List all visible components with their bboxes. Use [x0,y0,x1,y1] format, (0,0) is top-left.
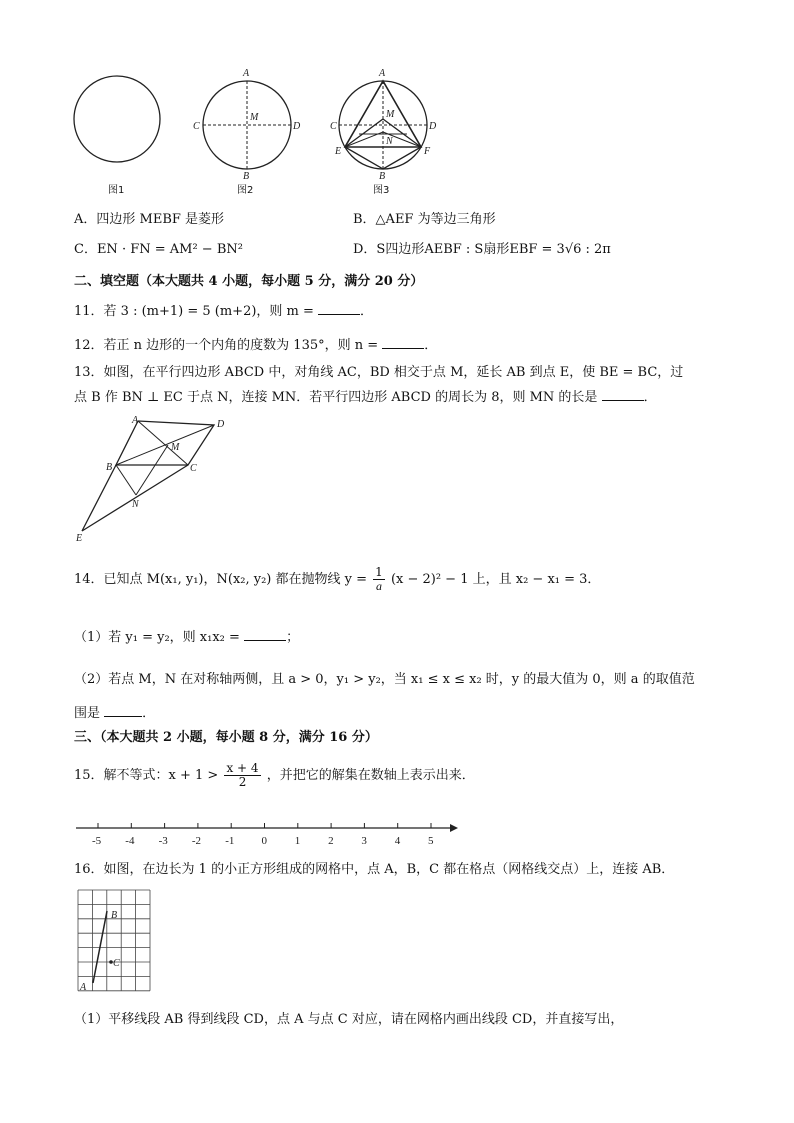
q10-option-d: D．S四边形AEBF : S扇形EBF = 3√6 : 2π [353,242,611,257]
q12-text: 12．若正 n 边形的一个内角的度数为 135°，则 n = [74,338,379,353]
q12-blank [382,336,424,349]
q14-stem [74,566,600,593]
fig3-label-n: N [386,136,393,147]
q16-stem: 16．如图，在边长为 1 的小正方形组成的网格中，点 A，B，C 都在格点（网格线交点）上，连接 AB． [74,862,675,877]
q13-label-e: E [76,533,83,544]
fig2-label-c: C [193,121,200,132]
q14-part1: （1）若 y₁ = y₂，则 x₁x₂ = ； [74,630,300,645]
fig2-label-a: A [243,68,250,79]
q15-frac-num: x + 4 [226,761,259,775]
q14-stem-prefix: 14．已知点 M(x₁, y₁)，N(x₂, y₂) 都在抛物线 y = [74,572,368,588]
q13-label-m: M [171,442,180,453]
q14-frac-den: a [375,579,382,594]
fig3-label-b: B [379,171,386,182]
q16-part1: （1）平移线段 AB 得到线段 CD，点 A 与点 C 对应，请在网格内画出线段 CD，并直接写出， [74,1012,624,1027]
q16-grid [74,886,156,996]
q14-frac-num: 1 [375,565,383,579]
axis-tick-label: 3 [361,835,367,847]
q16-label-b: B [111,910,118,921]
fig3-caption: 图3 [373,185,390,196]
q13-label-a: A [132,415,139,426]
q13-blank [602,388,644,401]
q13-label-n: N [132,499,139,510]
axis-tick-label: -1 [225,835,235,847]
q14-fraction [373,566,385,593]
fig2-label-d: D [293,121,301,132]
axis-tick-label: 5 [428,835,434,847]
q13-line2: 点 B 作 BN ⊥ EC 于点 N，连接 MN．若平行四边形 ABCD 的周长为 8，则 MN 的长是 ． [74,390,657,405]
q12: 12．若正 n 边形的一个内角的度数为 135°，则 n = ． [74,338,438,353]
section3-heading: 三、（本大题共 2 小题，每小题 8 分，满分 16 分） [74,730,378,745]
q16-label-a: A [80,982,87,993]
q10-figures [60,62,460,197]
fig2-label-b: B [243,171,250,182]
q13-label-b: B [106,462,113,473]
axis-tick-label: 2 [328,835,334,847]
fig3-label-e: E [335,146,342,157]
fig3-label-d: D [429,121,437,132]
fig2-label-m: M [250,112,259,123]
fig2-circle [203,81,291,169]
axis-tick-label: 0 [261,835,267,847]
q13-figure [72,413,232,545]
q15-prefix: 15．解不等式：x + 1 > [74,768,219,784]
q14-stem-suffix: (x − 2)² − 1 上，且 x₂ − x₁ = 3． [390,572,601,588]
q15-fraction [224,762,260,789]
axis-tick-label: -4 [125,835,135,847]
q11-blank [318,302,360,315]
q15-stem [74,762,475,789]
axis-tick-label: -5 [92,835,102,847]
q13-label-d: D [217,419,225,430]
section2-heading: 二、填空题（本大题共 4 小题，每小题 5 分，满分 20 分） [74,274,424,289]
fig2-caption: 图2 [237,185,254,196]
q14-part1-text: （1）若 y₁ = y₂，则 x₁x₂ = [74,630,240,645]
q13-line2-text: 点 B 作 BN ⊥ EC 于点 N，连接 MN．若平行四边形 ABCD 的周长为 8，则 MN 的长是 [74,390,598,405]
q10-option-a: A．四边形 MEBF 是菱形 [74,212,225,227]
q11-text: 11．若 3 : (m+1) = 5 (m+2)，则 m = [74,304,314,319]
axis-tick-label: 1 [294,835,301,847]
q16-label-c: C [113,958,120,969]
fig3-label-a: A [379,68,386,79]
q14-part2-line2: 围是 ． [74,706,156,721]
fig3-label-m: M [386,109,395,120]
fig1-circle [74,76,160,162]
fig3-label-c: C [330,121,337,132]
q14-part2-line1: （2）若点 M，N 在对称轴两侧，且 a > 0，y₁ > y₂，当 x₁ ≤ x ≤ x₂ 时，y 的最大值为 0，则 a 的取值范 [74,672,695,687]
q10-option-b: B．△AEF 为等边三角形 [353,212,496,227]
q15-suffix: ，并把它的解集在数轴上表示出来． [266,768,475,784]
fig3-label-f: F [424,146,431,157]
q11: 11．若 3 : (m+1) = 5 (m+2)，则 m = ． [74,304,374,319]
axis-tick-label: -3 [158,835,168,847]
axis-tick-label: 4 [394,835,401,847]
q14-part2-blank [104,704,142,717]
fig3-circle [339,81,427,169]
fig1-caption: 图1 [108,185,125,196]
q13-label-c: C [190,463,197,474]
q15-frac-den: 2 [238,775,247,790]
q10-option-c: C．EN · FN = AM² − BN² [74,242,243,257]
q15-number-line [72,818,464,848]
q13-line1: 13．如图，在平行四边形 ABCD 中，对角线 AC，BD 相交于点 M，延长 AB 到点 E，使 BE = BC，过 [74,365,684,380]
axis-tick-label: -2 [191,835,202,847]
q14-part1-blank [244,628,286,641]
q14-part2-line2-text: 围是 [74,706,101,721]
